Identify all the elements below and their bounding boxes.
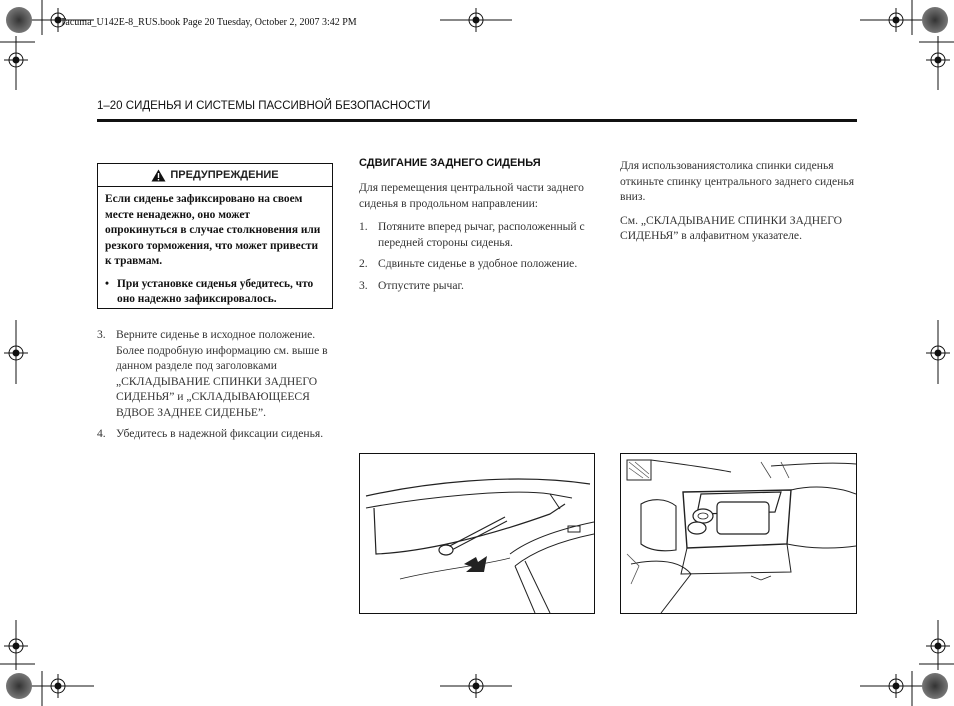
step-text: Убедитесь в надежной фиксации сиденья. bbox=[116, 427, 324, 440]
warning-triangle-icon bbox=[151, 169, 166, 182]
list-item bbox=[359, 278, 595, 294]
warning-bullet: • При установке сиденья убедитесь, что оно надежно зафиксировалось. bbox=[105, 277, 325, 308]
list-item bbox=[359, 219, 595, 250]
header-rule bbox=[97, 119, 857, 122]
step-number: 1. bbox=[359, 220, 368, 233]
figure-seat-table bbox=[620, 453, 857, 614]
warning-title: ПРЕДУПРЕЖДЕНИЕ bbox=[170, 169, 279, 181]
warning-bullet-text: При установке сиденья убедитесь, что оно надежно зафиксировалось. bbox=[117, 277, 314, 305]
list-item bbox=[97, 327, 337, 420]
step-number: 3. bbox=[97, 328, 106, 341]
list-item bbox=[97, 426, 337, 442]
step-number: 3. bbox=[359, 278, 368, 292]
right-para-1: Для использованиястолика спинки сиденья откиньте спинку центрального заднего сиденья вниз. bbox=[620, 159, 855, 203]
list-item bbox=[359, 256, 595, 272]
warning-text: Если сиденье зафиксировано на своем месте ненадежно, оно может опрокинуться в случае столкновения или резкого торможения, что может привести к травмам. bbox=[105, 193, 321, 267]
left-steps-list bbox=[97, 327, 337, 448]
running-head: 1–20 СИДЕНЬЯ И СИСТЕМЫ ПАССИВНОЙ БЕЗОПАСНОСТИ bbox=[97, 100, 431, 112]
right-para-2: См. „СКЛАДЫВАНИЕ СПИНКИ ЗАДНЕГО СИДЕНЬЯ” в алфавитном указателе. bbox=[620, 213, 843, 242]
step-number: 4. bbox=[97, 427, 106, 440]
step-text: Потяните вперед рычаг, расположенный с передней стороны сиденья. bbox=[378, 220, 585, 249]
right-column bbox=[620, 158, 860, 244]
seat-lever-illustration bbox=[360, 454, 594, 613]
middle-intro: Для перемещения центральной части заднего сиденья в продольном направлении: bbox=[359, 181, 584, 210]
seat-table-illustration bbox=[621, 454, 856, 613]
step-text: Отпустите рычаг. bbox=[378, 278, 464, 292]
step-text: Верните сиденье в исходное положение. Более подробную информацию см. выше в данном разделе под заголовками „СКЛАДЫВАНИЕ СПИНКИ ЗАДНЕГО СИДЕНЬЯ” и „СКЛАДЫВАЮЩЕЕСЯ ВДВОЕ ЗАДНЕЕ СИДЕНЬЕ”. bbox=[116, 328, 328, 419]
step-number: 2. bbox=[359, 257, 368, 270]
middle-column bbox=[359, 180, 595, 299]
figure-seat-lever bbox=[359, 453, 595, 614]
book-info-slug: Tacuma_U142E-8_RUS.book Page 20 Tuesday, October 2, 2007 3:42 PM bbox=[60, 17, 357, 28]
section-heading: СДВИГАНИЕ ЗАДНЕГО СИДЕНЬЯ bbox=[359, 157, 541, 169]
warning-box bbox=[97, 163, 333, 309]
step-text: Сдвиньте сиденье в удобное положение. bbox=[378, 257, 578, 270]
warning-header bbox=[98, 164, 332, 187]
